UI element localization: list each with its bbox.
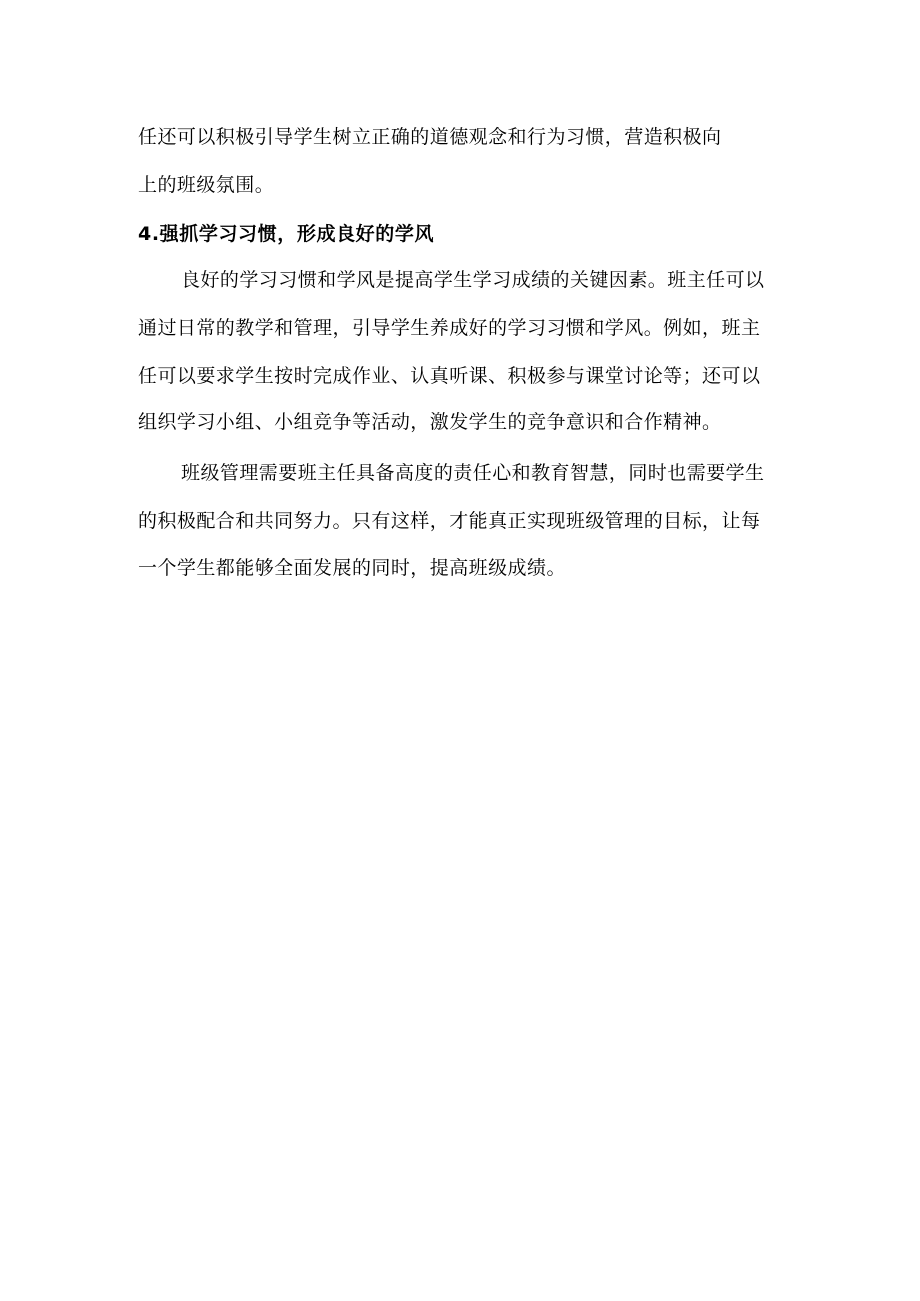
paragraph-1-line-1: 良好的学习习惯和学风是提高学生学习成绩的关键因素。班主任可以: [181, 269, 765, 291]
paragraph-2-line-2: 的积极配合和共同努力。只有这样，才能真正实现班级管理的目标，让每: [138, 510, 761, 532]
paragraph-2-line-3: 一个学生都能够全面发展的同时，提高班级成绩。: [138, 557, 566, 579]
paragraph-2-line-1: 班级管理需要班主任具备高度的责任心和教育智慧，同时也需要学生: [181, 462, 765, 484]
intro-line-2: 上的班级氛围。: [138, 174, 275, 196]
section-heading: 4.强抓学习习惯，形成良好的学风: [138, 223, 435, 245]
paragraph-1-line-4: 组织学习小组、小组竞争等活动，激发学生的竞争意识和合作精神。: [138, 411, 722, 433]
intro-line-1: 任还可以积极引导学生树立正确的道德观念和行为习惯，营造积极向: [138, 126, 722, 148]
paragraph-1-line-2: 通过日常的教学和管理，引导学生养成好的学习习惯和学风。例如，班主: [138, 317, 761, 339]
paragraph-1-line-3: 任可以要求学生按时完成作业、认真听课、积极参与课堂讨论等；还可以: [138, 365, 761, 387]
